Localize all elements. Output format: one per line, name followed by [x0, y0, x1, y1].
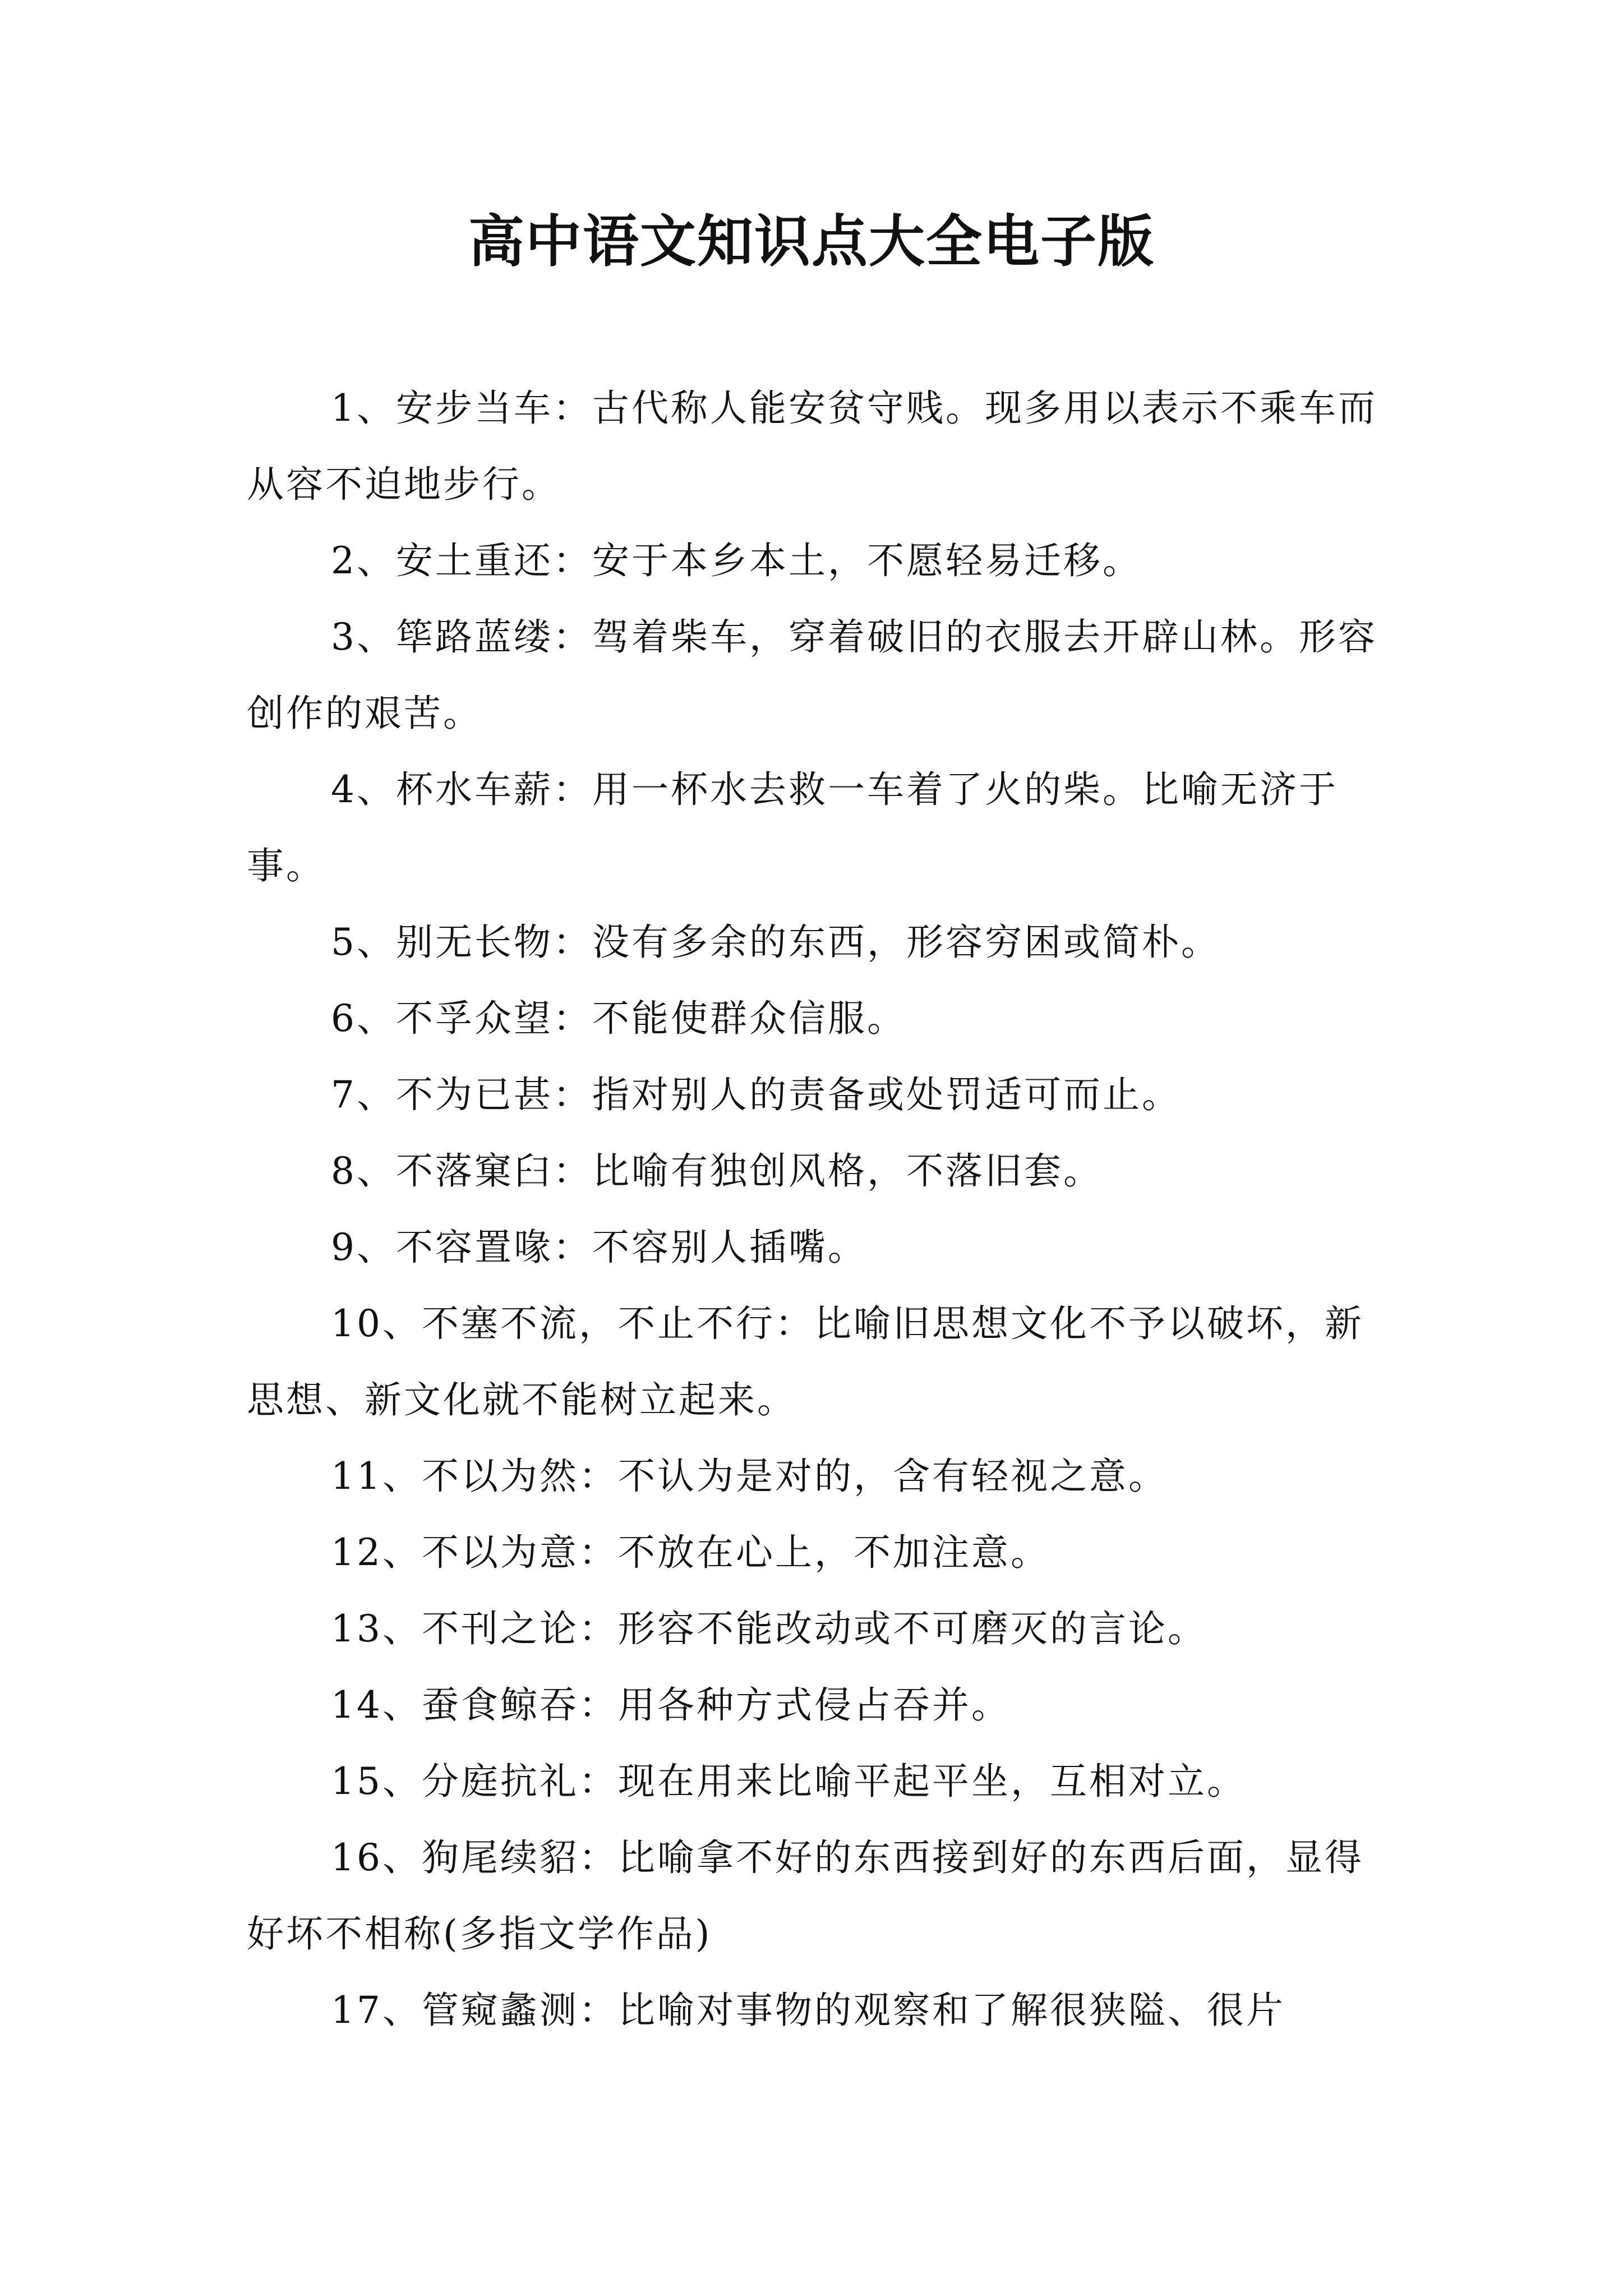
entry-item: 14、蚕食鲸吞：用各种方式侵占吞并。 — [331, 1683, 1011, 1727]
entry-item: 7、不为已甚：指对别人的责备或处罚适可而止。 — [331, 1073, 1181, 1116]
entry-item: 5、别无长物：没有多余的东西，形容穷困或简朴。 — [331, 921, 1220, 964]
entry-item: 11、不以为然：不认为是对的，含有轻视之意。 — [331, 1455, 1168, 1498]
entry-item: 13、不刊之论：形容不能改动或不可磨灭的言论。 — [331, 1607, 1207, 1650]
document-title: 高中语文知识点大全电子版 — [468, 208, 1155, 274]
entry-item: 6、不孚众望：不能使群众信服。 — [331, 997, 906, 1040]
entry-item: 10、不塞不流，不止不行：比喻旧思想文化不予以破坏，新思想、新文化就不能树立起来。 — [247, 1302, 1364, 1421]
entry-item: 9、不容置喙：不容别人插嘴。 — [331, 1226, 867, 1269]
entry-item: 2、安土重还：安于本乡本土，不愿轻易迁移。 — [331, 539, 1142, 582]
entry-item: 4、杯水车薪：用一杯水去救一车着了火的柴。比喻无济于事。 — [247, 768, 1338, 887]
entry-item: 15、分庭抗礼：现在用来比喻平起平坐，互相对立。 — [331, 1760, 1246, 1803]
entry-item: 16、狗尾续貂：比喻拿不好的东西接到好的东西后面，显得好坏不相称(多指文学作品) — [247, 1836, 1364, 1955]
entry-list — [247, 370, 1391, 2049]
entry-item: 17、管窥蠡测：比喻对事物的观察和了解很狭隘、很片 — [331, 1989, 1285, 2032]
entry-item: 1、安步当车：古代称人能安贫守贱。现多用以表示不乘车而从容不迫地步行。 — [247, 386, 1377, 506]
entry-item: 3、筚路蓝缕：驾着柴车，穿着破旧的衣服去开辟山林。形容创作的艰苦。 — [247, 615, 1377, 735]
entry-item: 8、不落窠臼：比喻有独创风格，不落旧套。 — [331, 1149, 1103, 1193]
entry-item: 12、不以为意：不放在心上，不加注意。 — [331, 1531, 1050, 1574]
